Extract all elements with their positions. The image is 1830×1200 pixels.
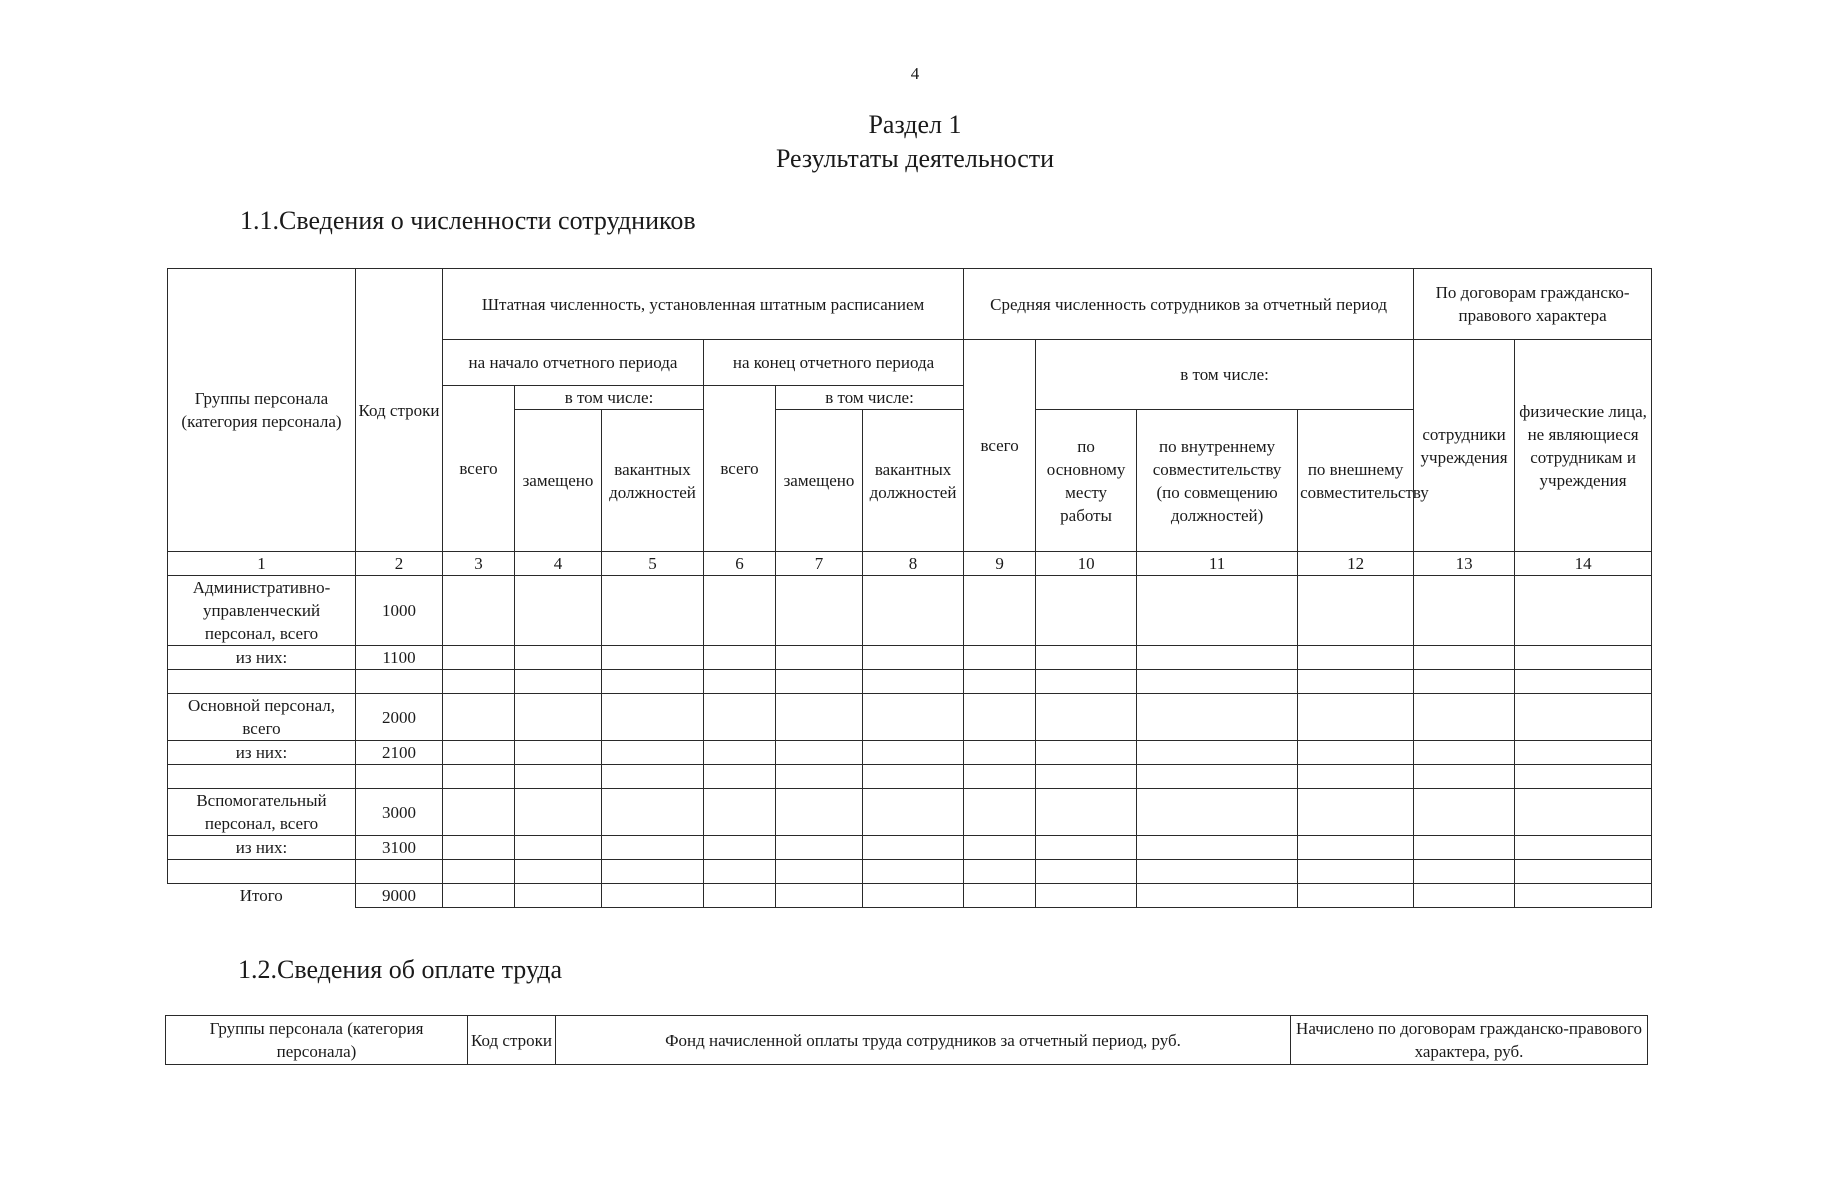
- empty-cell[interactable]: [515, 765, 602, 789]
- empty-cell[interactable]: [1515, 576, 1652, 646]
- column-number: 12: [1298, 552, 1414, 576]
- header-civil-individuals: физические лица, не являющиеся сотрудникам и учреждения: [1515, 340, 1652, 552]
- header-avg-count: Средняя численность сотрудников за отчетный период: [964, 269, 1414, 340]
- empty-cell[interactable]: [964, 694, 1036, 741]
- empty-cell[interactable]: [1036, 765, 1137, 789]
- empty-cell[interactable]: [1298, 860, 1414, 884]
- table-row: [168, 765, 1652, 789]
- table-row: [168, 836, 1652, 860]
- empty-cell[interactable]: [602, 670, 704, 694]
- row-code: [356, 765, 443, 789]
- table-row: [168, 694, 1652, 741]
- column-number: 13: [1414, 552, 1515, 576]
- empty-cell[interactable]: [515, 670, 602, 694]
- column-number: 5: [602, 552, 704, 576]
- empty-cell[interactable]: [443, 670, 515, 694]
- empty-cell[interactable]: [1414, 576, 1515, 646]
- empty-cell[interactable]: [776, 789, 863, 836]
- empty-cell[interactable]: [1298, 670, 1414, 694]
- empty-cell[interactable]: [1298, 884, 1414, 908]
- empty-cell[interactable]: [1515, 789, 1652, 836]
- empty-cell[interactable]: [964, 741, 1036, 765]
- empty-cell[interactable]: [602, 576, 704, 646]
- empty-cell[interactable]: [776, 694, 863, 741]
- empty-cell[interactable]: [964, 576, 1036, 646]
- empty-cell[interactable]: [1137, 670, 1298, 694]
- column-number: 3: [443, 552, 515, 576]
- empty-cell[interactable]: [443, 789, 515, 836]
- empty-cell[interactable]: [704, 860, 776, 884]
- empty-cell[interactable]: [1515, 694, 1652, 741]
- empty-cell[interactable]: [515, 576, 602, 646]
- row-code: 3000: [356, 789, 443, 836]
- empty-cell[interactable]: [602, 741, 704, 765]
- empty-cell[interactable]: [863, 860, 964, 884]
- section-name: Результаты деятельности: [775, 144, 1055, 173]
- empty-cell[interactable]: [443, 884, 515, 908]
- empty-cell[interactable]: [863, 836, 964, 860]
- header-staff-count: Штатная численность, установленная штатным расписанием: [443, 269, 964, 340]
- empty-cell[interactable]: [964, 860, 1036, 884]
- header-main-job: по основному месту работы: [1036, 410, 1137, 552]
- section-number: Раздел 1: [868, 110, 962, 139]
- empty-cell[interactable]: [1414, 646, 1515, 670]
- empty-cell[interactable]: [1137, 860, 1298, 884]
- empty-cell[interactable]: [515, 646, 602, 670]
- empty-cell[interactable]: [1036, 741, 1137, 765]
- row-code: [356, 860, 443, 884]
- empty-cell[interactable]: [1137, 836, 1298, 860]
- empty-cell[interactable]: [1414, 765, 1515, 789]
- empty-cell[interactable]: [602, 646, 704, 670]
- header-end-including: в том числе:: [776, 386, 964, 410]
- empty-cell[interactable]: [443, 741, 515, 765]
- pay-heading: 1.2.Сведения об оплате труда: [238, 955, 563, 984]
- row-label: Основной персонал, всего: [168, 694, 356, 741]
- empty-cell[interactable]: [704, 765, 776, 789]
- column-number: 14: [1515, 552, 1652, 576]
- header-end-total: всего: [704, 386, 776, 552]
- empty-cell[interactable]: [1036, 860, 1137, 884]
- row-label: из них:: [168, 646, 356, 670]
- empty-cell[interactable]: [1414, 860, 1515, 884]
- empty-cell[interactable]: [1036, 884, 1137, 908]
- row-code: 1000: [356, 576, 443, 646]
- empty-cell[interactable]: [1137, 765, 1298, 789]
- staff-table-body: [168, 576, 1652, 908]
- empty-cell[interactable]: [1137, 884, 1298, 908]
- empty-cell[interactable]: [1137, 694, 1298, 741]
- column-number: 7: [776, 552, 863, 576]
- empty-cell[interactable]: [1137, 741, 1298, 765]
- empty-cell[interactable]: [1036, 836, 1137, 860]
- empty-cell[interactable]: [515, 884, 602, 908]
- header-end-filled: замещено: [776, 410, 863, 552]
- empty-cell[interactable]: [602, 694, 704, 741]
- empty-cell[interactable]: [704, 836, 776, 860]
- column-number: 4: [515, 552, 602, 576]
- empty-cell[interactable]: [863, 694, 964, 741]
- header-start-total: всего: [443, 386, 515, 552]
- row-label: из них:: [168, 741, 356, 765]
- empty-cell[interactable]: [1515, 836, 1652, 860]
- row-code: [356, 670, 443, 694]
- empty-cell[interactable]: [704, 646, 776, 670]
- empty-cell[interactable]: [515, 694, 602, 741]
- column-number: 10: [1036, 552, 1137, 576]
- row-label: [168, 860, 356, 884]
- table-row: [168, 789, 1652, 836]
- empty-cell[interactable]: [863, 765, 964, 789]
- empty-cell[interactable]: [776, 765, 863, 789]
- empty-cell[interactable]: [1036, 646, 1137, 670]
- empty-cell[interactable]: [776, 646, 863, 670]
- empty-cell[interactable]: [1515, 860, 1652, 884]
- empty-cell[interactable]: [1414, 670, 1515, 694]
- empty-cell[interactable]: [776, 670, 863, 694]
- empty-cell[interactable]: [602, 836, 704, 860]
- empty-cell[interactable]: [776, 741, 863, 765]
- empty-cell[interactable]: [776, 836, 863, 860]
- header-avg-total: всего: [964, 340, 1036, 552]
- empty-cell[interactable]: [776, 884, 863, 908]
- empty-cell[interactable]: [863, 646, 964, 670]
- empty-cell[interactable]: [1515, 741, 1652, 765]
- column-number: 11: [1137, 552, 1298, 576]
- empty-cell[interactable]: [1414, 884, 1515, 908]
- empty-cell[interactable]: [704, 741, 776, 765]
- empty-cell[interactable]: [515, 860, 602, 884]
- staff-heading: 1.1.Сведения о численности сотрудников: [240, 206, 696, 235]
- empty-cell[interactable]: [1137, 789, 1298, 836]
- total-code: 9000: [356, 884, 443, 908]
- empty-cell[interactable]: [1414, 741, 1515, 765]
- empty-cell[interactable]: [704, 670, 776, 694]
- empty-cell[interactable]: [1036, 789, 1137, 836]
- table-row: [168, 576, 1652, 646]
- pay-header-code: Код строки: [468, 1016, 556, 1065]
- header-group: Группы персонала (категория персонала): [168, 269, 356, 552]
- column-number-row: [168, 552, 1652, 576]
- empty-cell[interactable]: [443, 765, 515, 789]
- header-avg-including: в том числе:: [1036, 340, 1414, 410]
- empty-cell[interactable]: [964, 836, 1036, 860]
- pay-header-group: Группы персонала (категория персонала): [166, 1016, 468, 1065]
- empty-cell[interactable]: [1414, 789, 1515, 836]
- header-start-including: в том числе:: [515, 386, 704, 410]
- empty-cell[interactable]: [1036, 670, 1137, 694]
- empty-cell[interactable]: [443, 860, 515, 884]
- table-row: [168, 741, 1652, 765]
- pay-table: [165, 1015, 1648, 1065]
- header-start-vacant: вакантных должностей: [602, 410, 704, 552]
- section-title: [0, 108, 1830, 176]
- staff-table: [167, 268, 1652, 908]
- empty-cell[interactable]: [1515, 670, 1652, 694]
- empty-cell[interactable]: [964, 670, 1036, 694]
- pay-header-fund: Фонд начисленной оплаты труда сотрудников за отчетный период, руб.: [556, 1016, 1291, 1065]
- empty-cell[interactable]: [704, 694, 776, 741]
- empty-cell[interactable]: [1515, 765, 1652, 789]
- empty-cell[interactable]: [602, 789, 704, 836]
- empty-cell[interactable]: [776, 860, 863, 884]
- empty-cell[interactable]: [863, 884, 964, 908]
- row-code: 2100: [356, 741, 443, 765]
- row-label: [168, 670, 356, 694]
- empty-cell[interactable]: [443, 576, 515, 646]
- empty-cell[interactable]: [776, 576, 863, 646]
- row-code: 3100: [356, 836, 443, 860]
- empty-cell[interactable]: [443, 836, 515, 860]
- pay-header-accrued: Начислено по договорам гражданско-правового характера, руб.: [1291, 1016, 1648, 1065]
- page-number: 4: [910, 64, 920, 83]
- empty-cell[interactable]: [704, 789, 776, 836]
- empty-cell[interactable]: [1298, 836, 1414, 860]
- empty-cell[interactable]: [1515, 884, 1652, 908]
- header-start-filled: замещено: [515, 410, 602, 552]
- empty-cell[interactable]: [1298, 741, 1414, 765]
- empty-cell[interactable]: [515, 741, 602, 765]
- empty-cell[interactable]: [443, 646, 515, 670]
- header-internal: по внутреннему совместительству (по совмещению должностей): [1137, 410, 1298, 552]
- empty-cell[interactable]: [1137, 646, 1298, 670]
- empty-cell[interactable]: [515, 836, 602, 860]
- column-number: 2: [356, 552, 443, 576]
- empty-cell[interactable]: [1036, 576, 1137, 646]
- column-number: 8: [863, 552, 964, 576]
- empty-cell[interactable]: [1298, 694, 1414, 741]
- empty-cell[interactable]: [863, 670, 964, 694]
- empty-cell[interactable]: [964, 646, 1036, 670]
- total-row: [168, 884, 1652, 908]
- empty-cell[interactable]: [964, 765, 1036, 789]
- empty-cell[interactable]: [1298, 789, 1414, 836]
- empty-cell[interactable]: [1298, 576, 1414, 646]
- header-external: по внешнему совместительству: [1298, 410, 1414, 552]
- row-label: Административно-управленческий персонал, всего: [168, 576, 356, 646]
- empty-cell[interactable]: [1036, 694, 1137, 741]
- row-label: Вспомогательный персонал, всего: [168, 789, 356, 836]
- empty-cell[interactable]: [1515, 646, 1652, 670]
- header-civil-contracts: По договорам гражданско-правового характера: [1414, 269, 1652, 340]
- empty-cell[interactable]: [1414, 836, 1515, 860]
- row-code: 2000: [356, 694, 443, 741]
- column-number: 6: [704, 552, 776, 576]
- empty-cell[interactable]: [704, 884, 776, 908]
- empty-cell[interactable]: [602, 884, 704, 908]
- header-code: Код строки: [356, 269, 443, 552]
- table-row: [168, 670, 1652, 694]
- row-code: 1100: [356, 646, 443, 670]
- column-number: 9: [964, 552, 1036, 576]
- empty-cell[interactable]: [1137, 576, 1298, 646]
- empty-cell[interactable]: [443, 694, 515, 741]
- column-number: 1: [168, 552, 356, 576]
- empty-cell[interactable]: [704, 576, 776, 646]
- empty-cell[interactable]: [964, 789, 1036, 836]
- header-civil-employees: сотрудники учреждения: [1414, 340, 1515, 552]
- header-end-vacant: вакантных должностей: [863, 410, 964, 552]
- empty-cell[interactable]: [602, 765, 704, 789]
- table-row: [168, 860, 1652, 884]
- row-label: из них:: [168, 836, 356, 860]
- row-label: [168, 765, 356, 789]
- empty-cell[interactable]: [1298, 765, 1414, 789]
- empty-cell[interactable]: [863, 741, 964, 765]
- empty-cell[interactable]: [602, 860, 704, 884]
- total-label: Итого: [168, 884, 356, 908]
- header-end-period: на конец отчетного периода: [704, 340, 964, 386]
- empty-cell[interactable]: [515, 789, 602, 836]
- empty-cell[interactable]: [863, 576, 964, 646]
- empty-cell[interactable]: [863, 789, 964, 836]
- header-start-period: на начало отчетного периода: [443, 340, 704, 386]
- empty-cell[interactable]: [1298, 646, 1414, 670]
- empty-cell[interactable]: [964, 884, 1036, 908]
- table-row: [168, 646, 1652, 670]
- empty-cell[interactable]: [1414, 694, 1515, 741]
